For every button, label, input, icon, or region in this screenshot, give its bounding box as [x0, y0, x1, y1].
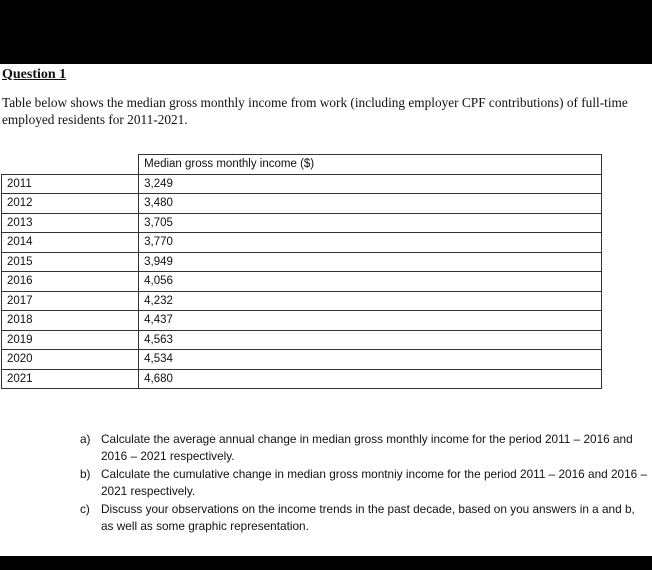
- subquestion-marker: a): [80, 432, 91, 446]
- table-row: [2, 291, 602, 311]
- subquestion-text: Discuss your observations on the income trends in the past decade, based on you answers in a and b, as well as some graphic representation.: [101, 502, 635, 533]
- table-row: [2, 174, 602, 194]
- income-cell: 4,232: [139, 291, 602, 311]
- income-table: [1, 154, 602, 389]
- income-cell: 4,563: [139, 330, 602, 350]
- income-cell: 4,680: [139, 369, 602, 389]
- income-cell: 4,437: [139, 311, 602, 331]
- table-header-blank: [2, 155, 139, 175]
- year-cell: 2018: [2, 311, 139, 331]
- table-row: [2, 213, 602, 233]
- table-row: [2, 252, 602, 272]
- table-row: [2, 272, 602, 292]
- question-title: Question 1: [2, 67, 67, 82]
- subquestion-marker: c): [80, 502, 90, 516]
- table-row: [2, 311, 602, 331]
- subquestion-b: [80, 466, 650, 499]
- year-cell: 2020: [2, 350, 139, 370]
- year-cell: 2017: [2, 291, 139, 311]
- year-cell: 2021: [2, 369, 139, 389]
- year-cell: 2015: [2, 252, 139, 272]
- income-cell: 3,249: [139, 174, 602, 194]
- subquestion-list: [80, 431, 650, 536]
- subquestion-text: Calculate the cumulative change in median gross montniy income for the period 2011 – 2016 and 2016 – 2021 respectively.: [101, 467, 648, 498]
- question-intro: Table below shows the median gross monthly income from work (including employer CPF contributions) of full-time employed residents for 2011-2021.: [2, 95, 628, 127]
- table-row: [2, 369, 602, 389]
- income-cell: 3,949: [139, 252, 602, 272]
- year-cell: 2011: [2, 174, 139, 194]
- income-cell: 4,534: [139, 350, 602, 370]
- year-cell: 2016: [2, 272, 139, 292]
- table-row: [2, 350, 602, 370]
- subquestion-text: Calculate the average annual change in median gross monthly income for the period 2011 – 2016 and 2016 – 2021 respectively.: [101, 432, 633, 463]
- income-cell: 3,705: [139, 213, 602, 233]
- subquestion-c: [80, 501, 650, 534]
- year-cell: 2013: [2, 213, 139, 233]
- income-cell: 3,770: [139, 233, 602, 253]
- document-page: [0, 64, 652, 556]
- table-header-row: [2, 155, 602, 175]
- subquestion-a: [80, 431, 650, 464]
- table-row: [2, 233, 602, 253]
- income-cell: 4,056: [139, 272, 602, 292]
- year-cell: 2019: [2, 330, 139, 350]
- table-header-income: Median gross monthly income ($): [139, 155, 602, 175]
- year-cell: 2012: [2, 194, 139, 214]
- table-row: [2, 330, 602, 350]
- year-cell: 2014: [2, 233, 139, 253]
- subquestion-marker: b): [80, 467, 91, 481]
- table-row: [2, 194, 602, 214]
- income-cell: 3,480: [139, 194, 602, 214]
